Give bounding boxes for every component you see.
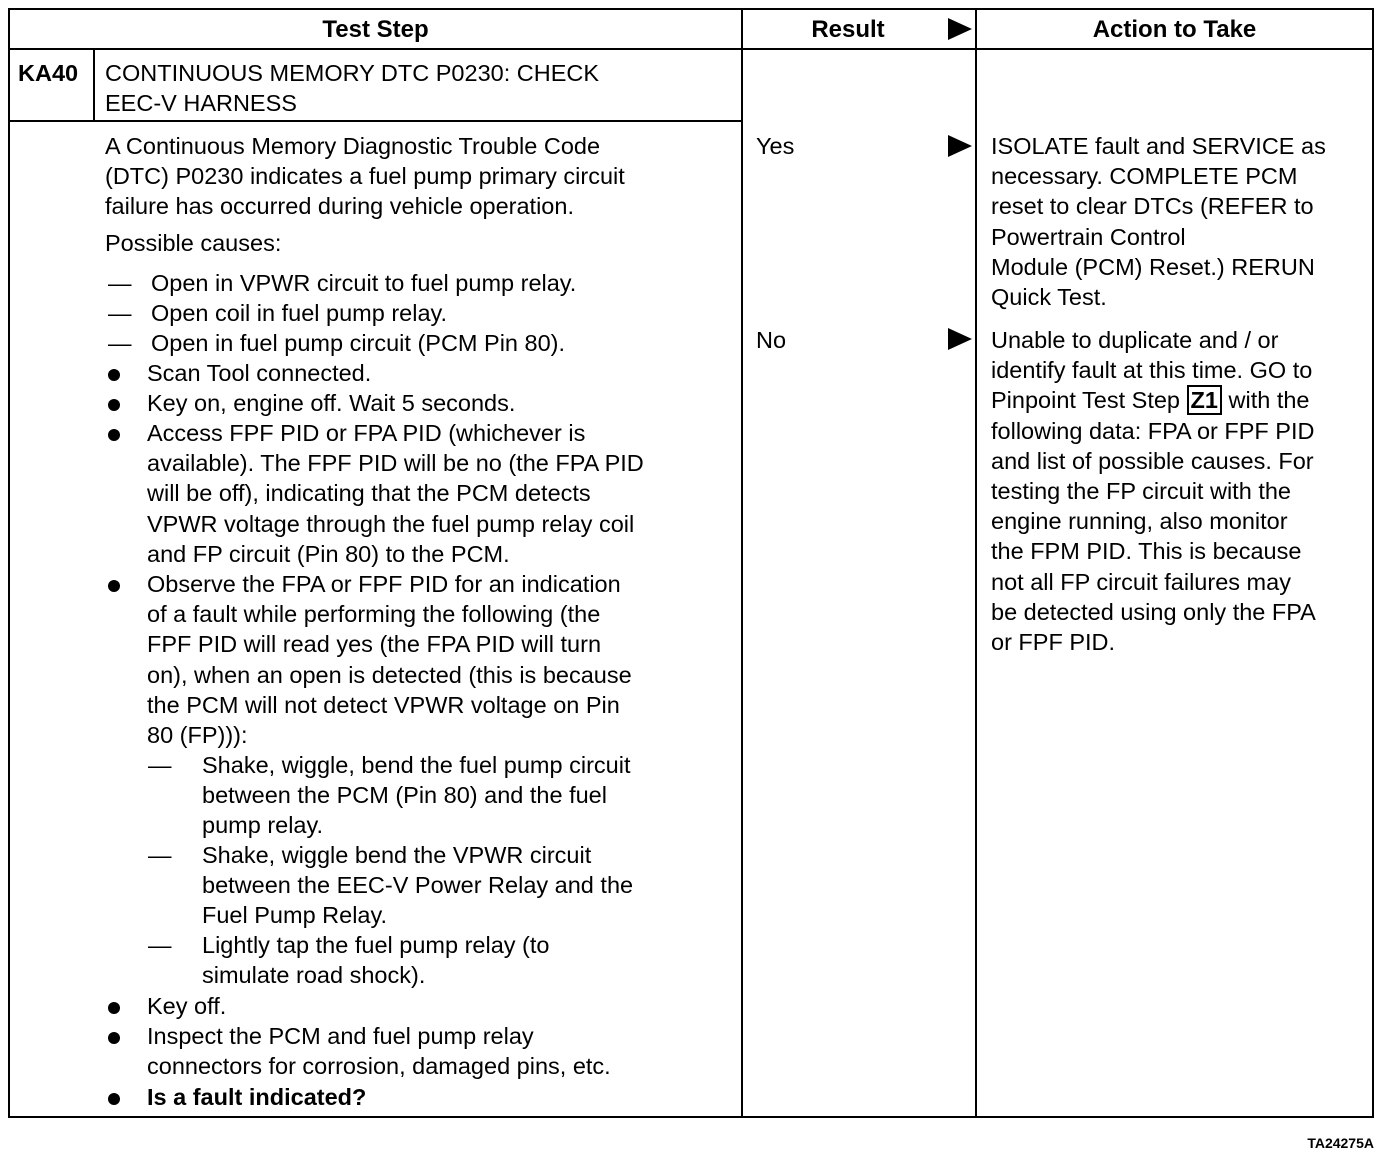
sub-step-line: between the PCM (Pin 80) and the fuel: [202, 782, 607, 809]
intro-line: A Continuous Memory Diagnostic Trouble Code: [105, 133, 601, 159]
no-action-line: or FPF PID.: [991, 629, 1116, 656]
bullet-item: [147, 1021, 611, 1081]
sub-step: [202, 840, 633, 931]
bullet-line: available). The FPF PID will be no (the FPA PID: [147, 450, 644, 477]
figure-code: TA24275A: [1307, 1135, 1374, 1151]
sub-step-dash: —: [148, 932, 172, 958]
result-yes: Yes: [756, 133, 795, 159]
header-arrow-icon: [948, 18, 972, 40]
bullet-line: Inspect the PCM and fuel pump relay: [147, 1023, 534, 1049]
bullet-line: of a fault while performing the following (the: [147, 601, 601, 628]
bullet-line: Access FPF PID or FPA PID (whichever is: [147, 420, 586, 446]
step-title-line: EEC-V HARNESS: [105, 90, 297, 117]
no-action-text: with the: [1221, 387, 1310, 414]
causes-label: Possible causes:: [105, 230, 282, 256]
yes-action-line: ISOLATE fault and SERVICE as: [991, 133, 1326, 159]
no-action-line: the FPM PID. This is because: [991, 538, 1302, 565]
step-title-line: CONTINUOUS MEMORY DTC P0230: CHECK: [105, 60, 600, 86]
step-id: KA40: [18, 60, 79, 86]
bullet-line: the PCM will not detect VPWR voltage on Pin: [147, 691, 620, 718]
intro-text: [105, 131, 625, 222]
no-action-text: Pinpoint Test Step: [991, 387, 1187, 414]
yes-action-line: Quick Test.: [991, 284, 1107, 311]
cause-item: Open in VPWR circuit to fuel pump relay.: [151, 270, 577, 296]
bullet-icon: [108, 429, 120, 441]
title-rule: [10, 120, 741, 122]
sub-step: [202, 930, 549, 990]
intro-line: (DTC) P0230 indicates a fuel pump primary circuit: [105, 163, 625, 190]
cause-item: Open coil in fuel pump relay.: [151, 300, 448, 326]
bullet-item: Key on, engine off. Wait 5 seconds.: [147, 390, 516, 416]
header-test-step: Test Step: [322, 16, 429, 43]
diagnostic-table: [8, 8, 1374, 1118]
sub-step: [202, 750, 630, 841]
yes-action-line: reset to clear DTCs (REFER to: [991, 193, 1314, 220]
bullet-line: will be off), indicating that the PCM detects: [147, 480, 591, 507]
divider-step-id: [93, 50, 95, 122]
sub-step-line: Fuel Pump Relay.: [202, 902, 388, 929]
sub-step-dash: —: [148, 752, 172, 778]
arrow-icon: [948, 328, 972, 350]
no-action-line: identify fault at this time. GO to: [991, 357, 1313, 384]
cause-item: Open in fuel pump circuit (PCM Pin 80).: [151, 330, 566, 356]
sub-step-line: pump relay.: [202, 812, 324, 839]
yes-action-line: Module (PCM) Reset.) RERUN: [991, 253, 1315, 280]
bullet-icon: [108, 580, 120, 592]
header-action: Action to Take: [1092, 16, 1257, 43]
header-result: Result: [811, 16, 885, 43]
bullet-icon: [108, 1032, 120, 1044]
bullet-item: [147, 418, 644, 569]
no-action-line: be detected using only the FPA: [991, 598, 1316, 625]
no-action-line: engine running, also monitor: [991, 508, 1288, 535]
no-action-line: and list of possible causes. For: [991, 447, 1314, 474]
step-title: [105, 58, 599, 118]
cause-dash: —: [108, 270, 132, 296]
bullet-icon: [108, 1002, 120, 1014]
bullet-line: 80 (FP))):: [147, 722, 248, 749]
bullet-line: Observe the FPA or FPF PID for an indication: [147, 571, 621, 597]
test-step-ref[interactable]: Z1: [1187, 385, 1222, 415]
bullet-line: on), when an open is detected (this is because: [147, 661, 632, 688]
cause-dash: —: [108, 300, 132, 326]
bullet-item: Key off.: [147, 993, 227, 1019]
divider-action: [975, 10, 977, 1116]
yes-action-line: Powertrain Control: [991, 223, 1186, 250]
bullet-icon: [108, 369, 120, 381]
sub-step-dash: —: [148, 842, 172, 868]
intro-line: failure has occurred during vehicle operation.: [105, 193, 574, 220]
result-no: No: [756, 327, 787, 353]
final-question: Is a fault indicated?: [147, 1084, 367, 1110]
cause-dash: —: [108, 330, 132, 356]
bullet-item: [147, 569, 632, 750]
bullet-icon: [108, 399, 120, 411]
bullet-line: FPF PID will read yes (the FPA PID will turn: [147, 631, 602, 658]
no-action-line: following data: FPA or FPF PID: [991, 417, 1315, 444]
bullet-item: Scan Tool connected.: [147, 360, 372, 386]
no-action-line: [991, 385, 1316, 415]
no-action-line: Unable to duplicate and / or: [991, 327, 1279, 353]
divider-result: [741, 10, 743, 1116]
bullet-icon: [108, 1093, 120, 1105]
sub-step-line: between the EEC-V Power Relay and the: [202, 872, 634, 899]
no-action-line: not all FP circuit failures may: [991, 568, 1291, 595]
sub-step-line: Shake, wiggle bend the VPWR circuit: [202, 842, 592, 868]
sub-step-line: simulate road shock).: [202, 962, 426, 989]
bullet-line: and FP circuit (Pin 80) to the PCM.: [147, 540, 510, 567]
no-action-line: testing the FP circuit with the: [991, 478, 1291, 505]
sub-step-line: Shake, wiggle, bend the fuel pump circuit: [202, 752, 631, 778]
sub-step-line: Lightly tap the fuel pump relay (to: [202, 932, 550, 958]
bullet-line: VPWR voltage through the fuel pump relay coil: [147, 510, 635, 537]
no-action: [991, 325, 1316, 657]
arrow-icon: [948, 135, 972, 157]
yes-action-line: necessary. COMPLETE PCM: [991, 163, 1298, 190]
yes-action: [991, 131, 1326, 312]
bullet-line: connectors for corrosion, damaged pins, etc.: [147, 1053, 611, 1080]
